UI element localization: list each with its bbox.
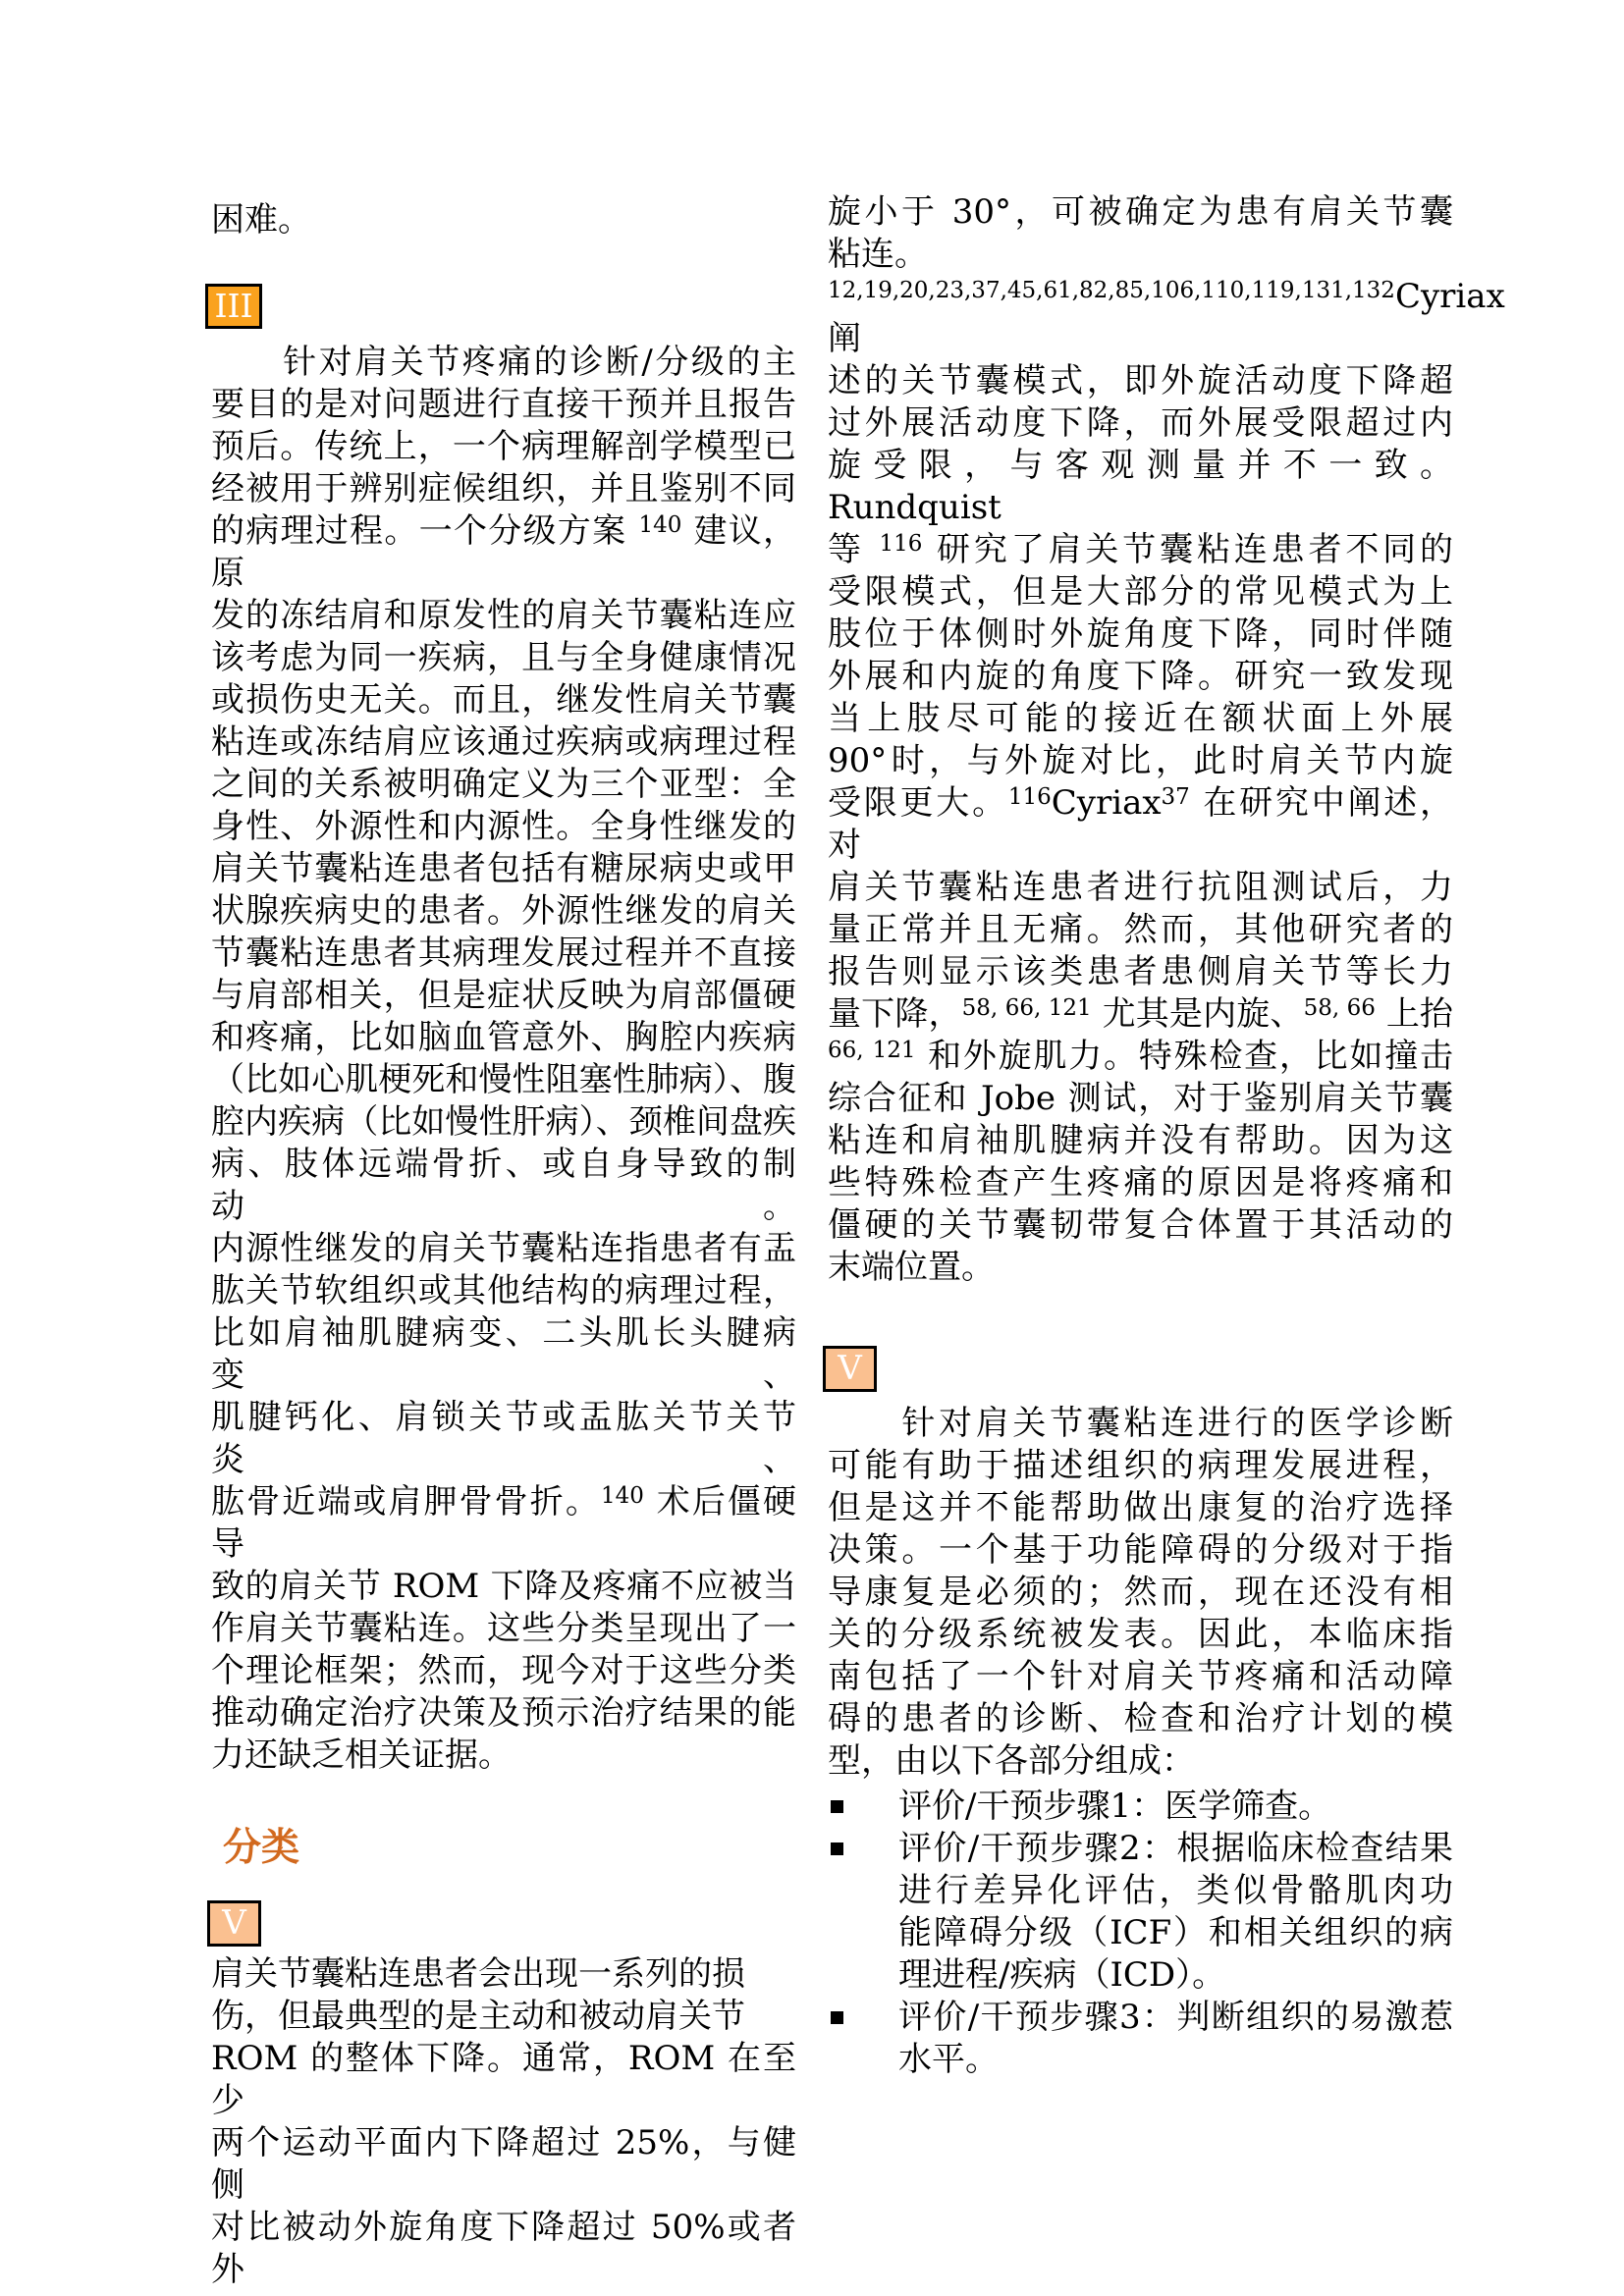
reference-superscript: 116 <box>1007 784 1052 810</box>
reference-superscript: 37 <box>1161 784 1190 810</box>
text-line: 的病理过程。一个分级方案 $^{140}$ 建议，原 <box>211 511 797 593</box>
text-line: 力还缺乏相关证据。 <box>211 1735 512 1775</box>
evaluation-steps-list <box>828 1786 1453 2081</box>
text-line: 旋小于 30°，可被确定为患有肩关节囊 <box>828 192 1453 232</box>
text-line: 评价/干预步骤1：医学筛查。 <box>898 1787 1332 1826</box>
text-line: 报告则显示该类患者患侧肩关节等长力 <box>828 952 1453 991</box>
text-line: 肱骨近端或肩胛骨骨折。$^{140}$ 术后僵硬导 <box>211 1482 797 1564</box>
text-line: 外展和内旋的角度下降。研究一致发现 <box>828 657 1453 696</box>
text-line: 可能有助于描述组织的病理发展进程， <box>828 1446 1453 1485</box>
text-line: 身性、外源性和内源性。全身性继发的 <box>211 807 796 846</box>
capsular-pattern-paragraph <box>828 276 1505 1289</box>
text-line: ROM 的整体下降。通常，ROM 在至少 <box>211 2039 796 2120</box>
evidence-grade-badge-iii: III <box>205 284 262 329</box>
bullet-text <box>898 1828 1453 1997</box>
text-line: 综合征和 Jobe 测试，对于鉴别肩关节囊 <box>828 1079 1453 1118</box>
text-line: 碍的患者的诊断、检查和治疗计划的模 <box>828 1699 1453 1738</box>
text-line: 要目的是对问题进行直接干预并且报告 <box>211 385 796 424</box>
bullet-item <box>828 1997 1453 2081</box>
text-line: 个理论框架；然而，现今对于这些分类 <box>211 1651 796 1690</box>
text-line: 些特殊检查产生疼痛的原因是将疼痛和 <box>828 1163 1453 1202</box>
text-line: 针对肩关节囊粘连进行的医学诊断 <box>828 1404 1453 1443</box>
text-line: 受限更大。$^{116}$Cyriax$^{37}$ 在研究中阐述，对 <box>828 783 1454 865</box>
evidence-grade-badge-v: V <box>207 1900 261 1947</box>
text-line: 粘连和肩袖肌腱病并没有帮助。因为这 <box>828 1121 1453 1160</box>
diagnosis-classification-paragraph <box>211 342 796 1777</box>
bullet-item <box>828 1828 1453 1997</box>
text-line: 评价/干预步骤2：根据临床检查结果 <box>898 1829 1453 1868</box>
text-line: 水平。 <box>898 2040 999 2079</box>
evidence-grade-badge-v: V <box>823 1346 877 1392</box>
text-line: （比如心肌梗死和慢性阻塞性肺病）、腹 <box>211 1060 796 1099</box>
text-line: 预后。传统上，一个病理解剖学模型已 <box>211 427 796 466</box>
text-line: 型，由以下各部分组成： <box>828 1741 1195 1781</box>
text-line: 比如肩袖肌腱病变、二头肌长头腱病变、 <box>211 1313 796 1395</box>
text-line: 该考虑为同一疾病，且与全身健康情况 <box>211 638 796 677</box>
text-line: 肢位于体侧时外旋角度下降，同时伴随 <box>828 614 1453 654</box>
bullet-square-icon <box>831 1800 843 1813</box>
text-line: 推动确定治疗决策及预示治疗结果的能 <box>211 1693 796 1733</box>
text-line: $^{12,19,20,23,37,45,61,82,85,106,110,119,131,132}$Cyriax 阐 <box>828 277 1505 358</box>
text-line: 肩关节囊粘连患者会出现一系列的损 <box>211 1954 745 1994</box>
text-line: 旋受限，与客观测量并不一致。Rundquist <box>828 446 1453 527</box>
text-line: 肌腱钙化、肩锁关节或盂肱关节关节炎、 <box>211 1398 796 1479</box>
text-line: 但是这并不能帮助做出康复的治疗选择 <box>828 1488 1453 1527</box>
text-line: 南包括了一个针对肩关节疼痛和活动障 <box>828 1657 1453 1696</box>
text-line: 量下降，$^{58, 66, 121}$ 尤其是内旋、$^{58, 66}$ 上抬 <box>828 994 1454 1034</box>
bullet-item <box>828 1786 1453 1828</box>
reference-superscript: 58, 66, 121 <box>961 995 1092 1021</box>
reference-superscript: 140 <box>638 512 682 538</box>
text-line: 导康复是必须的；然而，现在还没有相 <box>828 1573 1453 1612</box>
text-line: 之间的关系被明确定义为三个亚型：全 <box>211 765 796 804</box>
left-column <box>211 199 796 2291</box>
text-line: 理进程/疾病（ICD）。 <box>898 1955 1226 1995</box>
text-line: 或损伤史无关。而且，继发性肩关节囊 <box>211 680 796 720</box>
reference-superscript: 58, 66 <box>1303 995 1376 1021</box>
bullet-text <box>898 1786 1453 1828</box>
classification-paragraph <box>211 1953 796 2291</box>
text-line: 与肩部相关，但是症状反映为肩部僵硬 <box>211 976 796 1015</box>
text-line: 量正常并且无痛。然而，其他研究者的 <box>828 910 1453 949</box>
text-line: 肱关节软组织或其他结构的病理过程， <box>211 1271 796 1310</box>
text-line: 评价/干预步骤3：判断组织的易激惹 <box>898 1998 1453 2037</box>
text-line: 能障碍分级（ICF）和相关组织的病 <box>898 1913 1453 1952</box>
section-heading-classification: 分类 <box>223 1825 300 1870</box>
text-line: 肩关节囊粘连患者进行抗阻测试后，力 <box>828 868 1453 907</box>
text-line: 和疼痛，比如脑血管意外、胸腔内疾病 <box>211 1018 796 1057</box>
text-line: 进行差异化评估，类似骨骼肌肉功 <box>898 1871 1453 1910</box>
text-line: 粘连或冻结肩应该通过疾病或病理过程 <box>211 722 796 762</box>
text-line: 肩关节囊粘连患者包括有糖尿病史或甲 <box>211 849 796 888</box>
text-line: 内源性继发的肩关节囊粘连指患者有盂 <box>211 1229 796 1268</box>
right-column <box>828 191 1505 2081</box>
text-line: 节囊粘连患者其病理发展过程并不直接 <box>211 934 796 973</box>
text-line: $^{66, 121}$ 和外旋肌力。特殊检查，比如撞击 <box>828 1037 1454 1076</box>
text-line: 等 $^{116}$ 研究了肩关节囊粘连患者不同的 <box>828 530 1453 569</box>
reference-superscript: 140 <box>600 1483 644 1509</box>
text-line: 受限模式，但是大部分的常见模式为上 <box>828 572 1453 612</box>
text-line: 经被用于辨别症候组织，并且鉴别不同 <box>211 469 796 508</box>
text-line: 粘连。 <box>828 235 928 274</box>
text-line: 90°时，与外旋对比，此时肩关节内旋 <box>828 741 1453 780</box>
bullet-square-icon <box>831 2011 843 2024</box>
text-line: 发的冻结肩和原发性的肩关节囊粘连应 <box>211 596 796 635</box>
text-line: 状腺疾病史的患者。外源性继发的肩关 <box>211 891 796 931</box>
text-line: 针对肩关节疼痛的诊断/分级的主 <box>211 343 796 382</box>
text-line: 困难。 <box>211 200 311 240</box>
reference-superscript: 12,19,20,23,37,45,61,82,85,106,110,119,131,132 <box>828 278 1395 303</box>
text-line: 作肩关节囊粘连。这些分类呈现出了一 <box>211 1609 796 1648</box>
text-line: 末端位置。 <box>828 1248 995 1287</box>
text-line: 两个运动平面内下降超过 25%，与健侧 <box>211 2123 796 2205</box>
medical-diagnosis-paragraph <box>828 1403 1453 1783</box>
reference-superscript: 116 <box>879 531 923 557</box>
text-line: 病、肢体远端骨折、或自身导致的制动。 <box>211 1145 796 1226</box>
text-line: 关的分级系统被发表。因此，本临床指 <box>828 1615 1453 1654</box>
text-line: 当上肢尽可能的接近在额状面上外展 <box>828 699 1453 738</box>
text-line: 述的关节囊模式，即外旋活动度下降超 <box>828 361 1453 400</box>
paragraph-continuation <box>211 199 796 241</box>
bullet-text <box>898 1997 1453 2081</box>
bullet-square-icon <box>831 1842 843 1855</box>
text-line: 过外展活动度下降，而外展受限超过内 <box>828 403 1453 443</box>
paragraph-continuation-top <box>828 191 1453 276</box>
text-line: 腔内疾病（比如慢性肝病）、颈椎间盘疾 <box>211 1102 796 1142</box>
text-line: 致的肩关节 ROM 下降及疼痛不应被当 <box>211 1567 796 1606</box>
reference-superscript: 66, 121 <box>828 1038 916 1063</box>
text-line: 伤，但最典型的是主动和被动肩关节 <box>211 1997 745 2036</box>
text-line: 对比被动外旋角度下降超过 50%或者外 <box>211 2208 796 2289</box>
text-line: 决策。一个基于功能障碍的分级对于指 <box>828 1530 1453 1570</box>
text-line: 僵硬的关节囊韧带复合体置于其活动的 <box>828 1205 1453 1245</box>
